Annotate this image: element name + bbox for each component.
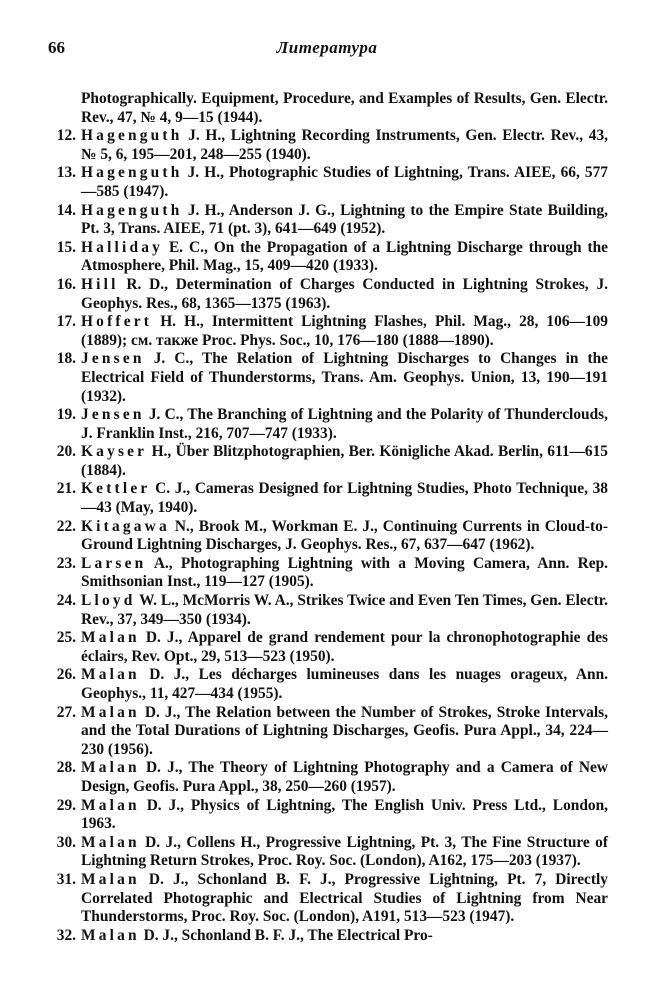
reference-number: 12.	[56, 127, 76, 145]
reference-entry	[44, 202, 608, 239]
reference-entry	[44, 127, 608, 164]
reference-text: J. H., Anderson J. G., Lightning to the Empire State Building, Pt. 3, Trans. AIEE, 71 (pt. 3), 641—649 (1952).	[81, 201, 608, 238]
reference-entry	[44, 406, 608, 443]
reference-number: 32.	[56, 926, 76, 944]
reference-author: Kayser	[81, 443, 148, 461]
reference-entry	[44, 276, 608, 313]
reference-entry	[44, 759, 608, 796]
reference-list	[44, 90, 608, 945]
reference-entry	[44, 164, 608, 201]
reference-text: N., Brook M., Workman E. J., Continuing Currents in Cloud-to-Ground Lightning Discharges, J. Geophys. Res., 67, 637—647 (1962).	[81, 517, 608, 554]
reference-author: Halliday	[81, 238, 164, 256]
reference-text: H., Über Blitzphotographien, Ber. Königliche Akad. Berlin, 611—615 (1884).	[81, 443, 608, 479]
reference-number: 13.	[56, 164, 76, 182]
reference-text: D. J., Schonland B. F. J., The Electrical Pro-	[139, 926, 433, 944]
reference-author: Kitagawa	[81, 517, 170, 535]
reference-number: 19.	[56, 406, 76, 424]
page-header	[48, 38, 606, 62]
reference-author: Malan	[81, 833, 140, 851]
reference-text: D. J., Apparel de grand rendement pour la chronophotographie des éclairs, Rev. Opt., 29, 513—523 (1950).	[81, 629, 608, 665]
reference-author: Jensen	[81, 406, 145, 424]
reference-number: 26.	[56, 666, 76, 684]
reference-entry	[44, 797, 608, 834]
reference-author: Malan	[81, 703, 140, 721]
reference-number: 30.	[56, 833, 76, 851]
reference-author: Hagenguth	[81, 164, 183, 182]
reference-number: 29.	[56, 796, 76, 814]
reference-text: C. J., Cameras Designed for Lightning Studies, Photo Technique, 38—43 (May, 1940).	[81, 480, 608, 517]
reference-author: Hoffert	[81, 313, 153, 331]
reference-author: Hagenguth	[81, 201, 183, 219]
reference-text: D. J., The Theory of Lightning Photography and a Camera of New Design, Geofis. Pura Appl., 38, 250—260 (1957).	[81, 759, 608, 795]
reference-text: J. H., Lightning Recording Instruments, Gen. Electr. Rev., 43, № 5, 6, 195—201, 248—255 (1940).	[81, 127, 608, 163]
reference-number: 21.	[56, 480, 76, 498]
reference-entry	[44, 592, 608, 629]
reference-author: Malan	[81, 666, 140, 684]
reference-entry	[44, 480, 608, 517]
reference-number: 31.	[56, 870, 76, 888]
reference-text: W. L., McMorris W. A., Strikes Twice and Even Ten Times, Gen. Electr. Rev., 37, 349—350 (1934).	[81, 592, 608, 628]
reference-entry	[44, 239, 608, 276]
reference-text: R. D., Determination of Charges Conducted in Lightning Strokes, J. Geophys. Res., 68, 1365—1375 (1963).	[81, 275, 608, 312]
reference-author: Hagenguth	[81, 127, 183, 145]
reference-text: D. J., Collens H., Progressive Lightning, Pt. 3, The Fine Structure of Lightning Return Strokes, Proc. Roy. Soc. (London), A162, 175—203 (1937).	[81, 833, 608, 870]
reference-text: D. J., Les décharges lumineuses dans les nuages orageux, Ann. Geophys., 11, 427—434 (1955).	[81, 666, 608, 702]
reference-author: Jensen	[81, 350, 145, 368]
reference-number: 18.	[56, 350, 76, 368]
reference-number: 17.	[56, 313, 76, 331]
reference-entry	[44, 313, 608, 350]
reference-number: 20.	[56, 443, 76, 461]
reference-number: 23.	[56, 554, 76, 572]
reference-entry	[44, 443, 608, 480]
reference-author: Malan	[81, 870, 140, 888]
reference-author: Lloyd	[81, 592, 136, 610]
reference-number: 27.	[56, 703, 76, 721]
reference-text: D. J., Schonland B. F. J., Progressive Lightning, Pt. 7, Directly Correlated Photographic and Electrical Studies of Lightning from Near Thunderstorms, Proc. Roy. Soc. (London), A191, 513—523 (1947).	[81, 870, 608, 926]
reference-text: H. H., Intermittent Lightning Flashes, Phil. Mag., 28, 106—109 (1889); см. также Proc. Phys. Soc., 10, 176—180 (1888—1890).	[81, 313, 608, 349]
reference-text: A., Photographing Lightning with a Moving Camera, Ann. Rep. Smithsonian Inst., 119—127 (1905).	[81, 554, 608, 591]
reference-number: 25.	[56, 629, 76, 647]
reference-entry	[44, 518, 608, 555]
reference-entry	[44, 666, 608, 703]
reference-author: Malan	[81, 629, 140, 647]
reference-number: 14.	[56, 201, 76, 219]
reference-entry	[44, 350, 608, 406]
page-number: 66	[48, 38, 65, 57]
reference-entry	[44, 90, 608, 127]
reference-text: J. H., Photographic Studies of Lightning, Trans. AIEE, 66, 577—585 (1947).	[81, 164, 608, 200]
reference-text: E. C., On the Propagation of a Lightning Discharge through the Atmosphere, Phil. Mag., 15, 409—420 (1933).	[81, 238, 608, 275]
reference-entry	[44, 871, 608, 927]
reference-number: 28.	[56, 759, 76, 777]
reference-author: Hill	[81, 275, 119, 293]
reference-author: Malan	[81, 926, 140, 944]
running-head: Литература	[276, 38, 378, 57]
reference-text: D. J., Physics of Lightning, The English Univ. Press Ltd., London, 1963.	[81, 796, 608, 833]
reference-author: Malan	[81, 796, 140, 814]
reference-author: Malan	[81, 759, 140, 777]
reference-entry	[44, 704, 608, 760]
reference-entry	[44, 555, 608, 592]
reference-entry	[44, 834, 608, 871]
reference-entry	[44, 927, 608, 946]
reference-entry	[44, 629, 608, 666]
reference-author: Larsen	[81, 554, 147, 572]
reference-number: 16.	[56, 275, 76, 293]
reference-number: 24.	[56, 592, 76, 610]
reference-text: Photographically. Equipment, Procedure, and Examples of Results, Gen. Electr. Rev., 47, № 4, 9—15 (1944).	[81, 90, 608, 126]
reference-number: 22.	[56, 517, 76, 535]
reference-text: J. C., The Branching of Lightning and the Polarity of Thunderclouds, J. Franklin Inst., 216, 707—747 (1933).	[81, 406, 608, 442]
reference-text: D. J., The Relation between the Number of Strokes, Stroke Intervals, and the Total Durations of Lightning Discharges, Geofis. Pura Appl., 34, 224—230 (1956).	[81, 703, 608, 758]
reference-author: Kettler	[81, 480, 151, 498]
reference-number: 15.	[56, 238, 76, 256]
reference-text: J. C., The Relation of Lightning Discharges to Changes in the Electrical Field of Thunderstorms, Trans. Am. Geophys. Union, 13, 190—191 (1932).	[81, 350, 608, 405]
